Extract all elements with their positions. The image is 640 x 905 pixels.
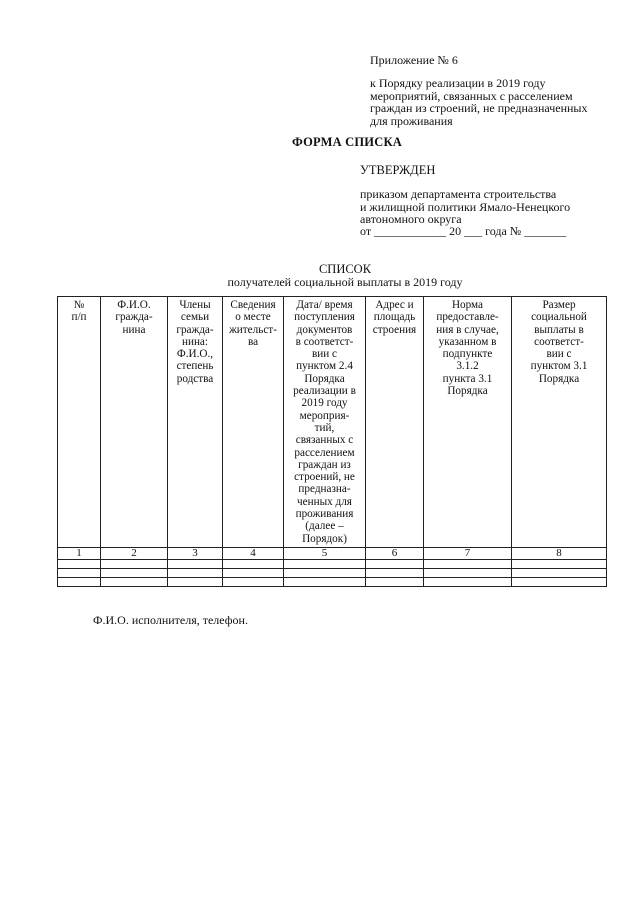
appendix-title: Приложение № 6 (370, 53, 458, 67)
table-cell (223, 559, 284, 568)
column-number: 6 (366, 547, 424, 559)
table-cell (101, 559, 168, 568)
table-cell (58, 577, 101, 586)
table-cell (366, 559, 424, 568)
table-cell (223, 577, 284, 586)
column-number-row (58, 547, 607, 559)
table-cell (284, 568, 366, 577)
column-number: 5 (284, 547, 366, 559)
column-number: 8 (512, 547, 607, 559)
table-header-row (58, 297, 607, 548)
header-cell: Норма предоставле- ния в случае, указанном в подпункте 3.1.2 пункта 3.1 Порядка (424, 297, 512, 548)
approval-date-line: от ____________ 20 ___ года № _______ (360, 224, 567, 238)
table-cell (101, 568, 168, 577)
table-cell (512, 568, 607, 577)
approval-line: и жилищной политики Ямало-Ненецкого (360, 199, 571, 214)
appendix-reference (370, 77, 620, 127)
header-cell: Размер социальной выплаты в соответст- вии с пунктом 3.1 Порядка (512, 297, 607, 548)
header-cell: Ф.И.О. гражда- нина (101, 297, 168, 548)
appendix-line: к Порядку реализации в 2019 году (370, 76, 546, 90)
header-cell: Адрес и площадь строения (366, 297, 424, 548)
table-row (58, 577, 607, 586)
header-cell: Члены семьи гражда- нина: Ф.И.О., степень родства (168, 297, 223, 548)
table-cell (58, 559, 101, 568)
appendix-line: мероприятий, связанных с расселением (370, 88, 573, 103)
table-cell (168, 559, 223, 568)
header-cell: Дата/ время поступления документов в соответст- вии с пунктом 2.4 Порядка реализации в 2019 году мероприя- тий, связанных с расселением граждан из строений, не предназна- ченных для проживания (далее – Порядок) (284, 297, 366, 548)
header-cell: № п/п (58, 297, 101, 548)
table-cell (168, 568, 223, 577)
form-title: ФОРМА СПИСКА (292, 135, 402, 149)
approved-label: УТВЕРЖДЕН (360, 163, 436, 177)
approval-line: автономного округа (360, 212, 462, 226)
column-number: 2 (101, 547, 168, 559)
table-cell (284, 559, 366, 568)
table-cell (366, 577, 424, 586)
list-subtitle: получателей социальной выплаты в 2019 году (227, 275, 463, 289)
table-cell (424, 577, 512, 586)
table-cell (58, 568, 101, 577)
table-cell (366, 568, 424, 577)
column-number: 7 (424, 547, 512, 559)
list-title: СПИСОК (318, 262, 372, 276)
approval-line: приказом департамента строительства (360, 187, 557, 201)
recipients-table (57, 296, 607, 587)
appendix-line: для проживания (370, 113, 453, 128)
table-cell (424, 568, 512, 577)
table-row (58, 559, 607, 568)
table-cell (424, 559, 512, 568)
appendix-line: граждан из строений, не предназначенных (370, 101, 588, 115)
table-cell (101, 577, 168, 586)
column-number: 1 (58, 547, 101, 559)
column-number: 4 (223, 547, 284, 559)
executor-footer: Ф.И.О. исполнителя, телефон. (93, 613, 248, 627)
header-cell: Сведения о месте жительст- ва (223, 297, 284, 548)
table-cell (512, 577, 607, 586)
table-cell (512, 559, 607, 568)
table-cell (168, 577, 223, 586)
column-number: 3 (168, 547, 223, 559)
approval-order (360, 188, 620, 226)
table-row (58, 568, 607, 577)
table-cell (284, 577, 366, 586)
table-cell (223, 568, 284, 577)
